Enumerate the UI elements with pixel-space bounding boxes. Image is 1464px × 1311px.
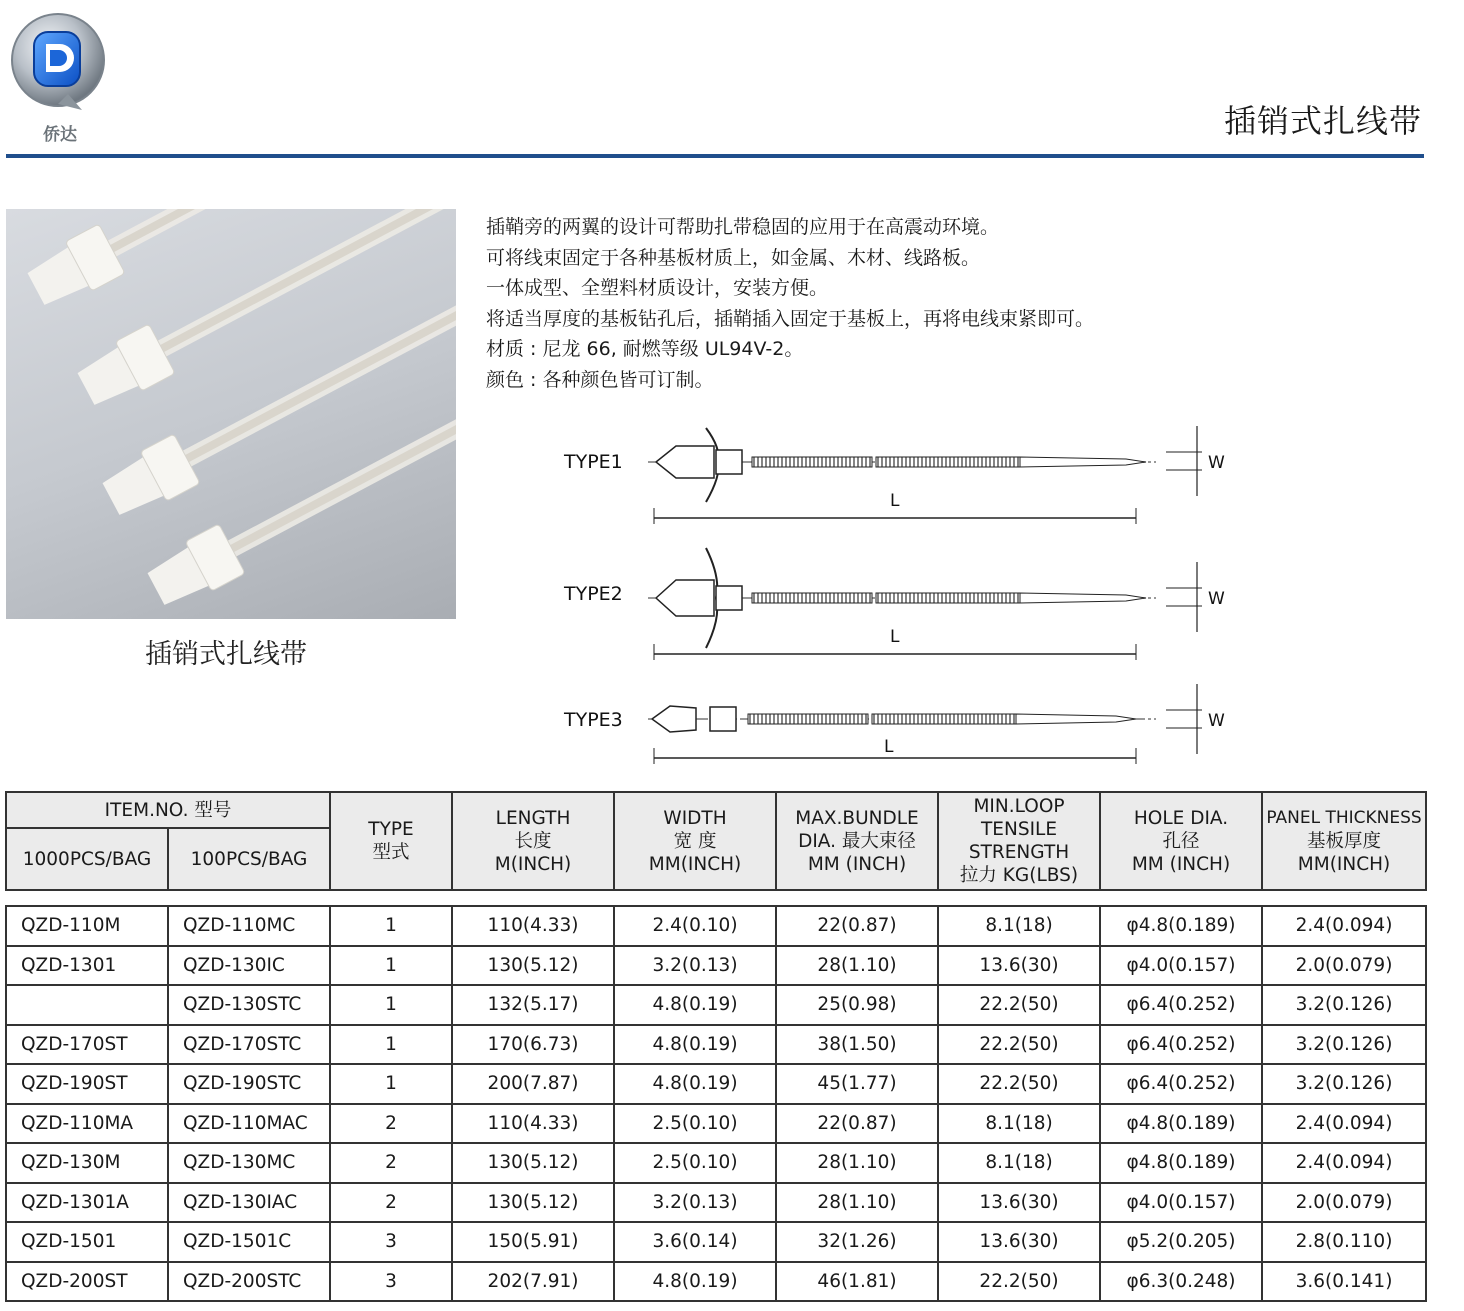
table-row bbox=[6, 1222, 1426, 1262]
table-cell: QZD-130IAC bbox=[168, 1183, 330, 1223]
header-type-en: TYPE bbox=[368, 819, 414, 840]
type2-drawing bbox=[563, 548, 1225, 660]
table-cell: φ6.3(0.248) bbox=[1100, 1262, 1262, 1302]
header-bundle bbox=[776, 792, 938, 890]
table-cell: 8.1(18) bbox=[938, 1143, 1100, 1183]
table-cell: 2.0(0.079) bbox=[1262, 946, 1426, 986]
header-line: MM (INCH) bbox=[1131, 853, 1231, 875]
table-cell: 1 bbox=[330, 946, 452, 986]
header-line: MM (INCH) bbox=[807, 853, 907, 875]
type-label: TYPE3 bbox=[564, 709, 623, 731]
table-cell: 130(5.12) bbox=[452, 946, 614, 986]
header-line: MIN.LOOP bbox=[973, 796, 1065, 817]
table-cell: 3.2(0.13) bbox=[614, 946, 776, 986]
table-cell: QZD-200STC bbox=[168, 1262, 330, 1302]
table-cell: 2.4(0.094) bbox=[1262, 1143, 1426, 1183]
table-cell: 2.4(0.094) bbox=[1262, 906, 1426, 946]
header-tensile bbox=[938, 792, 1100, 890]
header-hole bbox=[1100, 792, 1262, 890]
table-cell: 13.6(30) bbox=[938, 1222, 1100, 1262]
table-spacer bbox=[6, 890, 1426, 906]
table-cell: QZD-130MC bbox=[168, 1143, 330, 1183]
table-cell: φ4.8(0.189) bbox=[1100, 1104, 1262, 1144]
table-cell: 32(1.26) bbox=[776, 1222, 938, 1262]
header-line: MAX.BUNDLE bbox=[795, 807, 919, 829]
table-cell: 150(5.91) bbox=[452, 1222, 614, 1262]
table-cell: QZD-110MAC bbox=[168, 1104, 330, 1144]
table-cell: 22.2(50) bbox=[938, 1064, 1100, 1104]
table-row bbox=[6, 1025, 1426, 1065]
header-line: DIA. 最大束径 bbox=[798, 830, 916, 852]
product-description bbox=[486, 212, 1206, 396]
spacer-cell bbox=[6, 890, 1426, 906]
header-pack-1000: 1000PCS/BAG bbox=[6, 828, 168, 890]
header-line: PANEL THICKNESS bbox=[1266, 807, 1422, 828]
table-cell: QZD-110MC bbox=[168, 906, 330, 946]
table-cell: QZD-110MA bbox=[6, 1104, 168, 1144]
table-cell: 3.6(0.141) bbox=[1262, 1262, 1426, 1302]
table-cell: 38(1.50) bbox=[776, 1025, 938, 1065]
table-row bbox=[6, 1183, 1426, 1223]
table-cell: 3.2(0.126) bbox=[1262, 1025, 1426, 1065]
table-row bbox=[6, 985, 1426, 1025]
length-label: L bbox=[890, 627, 900, 647]
table-cell: QZD-130IC bbox=[168, 946, 330, 986]
table-cell: 2.5(0.10) bbox=[614, 1104, 776, 1144]
table-row bbox=[6, 1064, 1426, 1104]
table-cell: 8.1(18) bbox=[938, 906, 1100, 946]
table-cell: QZD-130M bbox=[6, 1143, 168, 1183]
table-cell: 13.6(30) bbox=[938, 946, 1100, 986]
table-cell: 22.2(50) bbox=[938, 1262, 1100, 1302]
description-line: 材质 : 尼龙 66, 耐燃等级 UL94V-2。 bbox=[486, 338, 804, 361]
header-line: M(INCH) bbox=[494, 853, 572, 875]
table-cell: 45(1.77) bbox=[776, 1064, 938, 1104]
description-line: 插鞘旁的两翼的设计可帮助扎带稳固的应用于在高震动环境。 bbox=[486, 216, 1000, 238]
table-cell: φ4.8(0.189) bbox=[1100, 1143, 1262, 1183]
description-line: 将适当厚度的基板钻孔后，插鞘插入固定于基板上，再将电线束紧即可。 bbox=[486, 307, 1095, 330]
table-cell: 22.2(50) bbox=[938, 985, 1100, 1025]
table-cell: QZD-130STC bbox=[168, 985, 330, 1025]
page-title: 插销式扎线带 bbox=[1223, 102, 1422, 140]
table-cell: QZD-190STC bbox=[168, 1064, 330, 1104]
logo-text: 侨达 bbox=[43, 125, 77, 145]
table-cell: φ4.0(0.157) bbox=[1100, 1183, 1262, 1223]
table-cell: 4.8(0.19) bbox=[614, 1064, 776, 1104]
type-diagram bbox=[556, 408, 1246, 780]
type-label: TYPE2 bbox=[564, 583, 623, 605]
table-cell: QZD-200ST bbox=[6, 1262, 168, 1302]
table-row bbox=[6, 1104, 1426, 1144]
description-line: 颜色 : 各种颜色皆可订制。 bbox=[486, 368, 714, 391]
table-cell: 3.2(0.13) bbox=[614, 1183, 776, 1223]
cable-tie-photo-illustration bbox=[6, 209, 456, 619]
table-cell: 200(7.87) bbox=[452, 1064, 614, 1104]
table-row bbox=[6, 1262, 1426, 1302]
header-divider bbox=[6, 154, 1424, 158]
table-cell: 1 bbox=[330, 906, 452, 946]
table-cell: 46(1.81) bbox=[776, 1262, 938, 1302]
table-cell: 2.5(0.10) bbox=[614, 1143, 776, 1183]
header-line: WIDTH bbox=[663, 807, 727, 829]
description-line: 可将线束固定于各种基板材质上，如金属、木材、线路板。 bbox=[486, 246, 981, 269]
table-cell: QZD-170ST bbox=[6, 1025, 168, 1065]
table-cell: φ6.4(0.252) bbox=[1100, 985, 1262, 1025]
table-cell: QZD-190ST bbox=[6, 1064, 168, 1104]
table-cell: 3 bbox=[330, 1222, 452, 1262]
table-cell bbox=[6, 985, 168, 1025]
table-cell: 22(0.87) bbox=[776, 906, 938, 946]
table-cell: 3.6(0.14) bbox=[614, 1222, 776, 1262]
table-cell: 110(4.33) bbox=[452, 906, 614, 946]
table-row bbox=[6, 946, 1426, 986]
table-cell: 2.8(0.110) bbox=[1262, 1222, 1426, 1262]
header-type-cn: 型式 bbox=[372, 842, 410, 863]
table-cell: 4.8(0.19) bbox=[614, 1025, 776, 1065]
table-row bbox=[6, 906, 1426, 946]
type1-drawing bbox=[563, 426, 1225, 524]
table-cell: QZD-110M bbox=[6, 906, 168, 946]
header-line: STRENGTH bbox=[968, 842, 1070, 863]
table-cell: 3 bbox=[330, 1262, 452, 1302]
header-line: 基板厚度 bbox=[1307, 830, 1382, 852]
table-cell: φ4.8(0.189) bbox=[1100, 906, 1262, 946]
width-label: W bbox=[1208, 453, 1225, 473]
photo-caption: 插销式扎线带 bbox=[145, 639, 307, 670]
table-row bbox=[6, 1143, 1426, 1183]
table-cell: φ6.4(0.252) bbox=[1100, 1025, 1262, 1065]
table-cell: φ6.4(0.252) bbox=[1100, 1064, 1262, 1104]
table-cell: 202(7.91) bbox=[452, 1262, 614, 1302]
table-cell: 130(5.12) bbox=[452, 1183, 614, 1223]
table-cell: 2 bbox=[330, 1183, 452, 1223]
length-label: L bbox=[890, 491, 900, 511]
header-panel bbox=[1262, 792, 1426, 890]
width-label: W bbox=[1208, 589, 1225, 609]
header-line: LENGTH bbox=[495, 807, 571, 829]
table-cell: 4.8(0.19) bbox=[614, 985, 776, 1025]
table-cell: 4.8(0.19) bbox=[614, 1262, 776, 1302]
table-cell: 3.2(0.126) bbox=[1262, 985, 1426, 1025]
table-cell: 22(0.87) bbox=[776, 1104, 938, 1144]
header-type bbox=[330, 792, 452, 890]
table-cell: φ4.0(0.157) bbox=[1100, 946, 1262, 986]
table-cell: 2.4(0.10) bbox=[614, 906, 776, 946]
table-cell: 2.4(0.094) bbox=[1262, 1104, 1426, 1144]
header-line: 宽 度 bbox=[673, 830, 717, 852]
table-cell: 2 bbox=[330, 1143, 452, 1183]
table-cell: QZD-170STC bbox=[168, 1025, 330, 1065]
table-cell: QZD-1301 bbox=[6, 946, 168, 986]
type-label: TYPE1 bbox=[564, 451, 623, 473]
header-line: HOLE DIA. bbox=[1133, 807, 1229, 829]
header-item-no: ITEM.NO. 型号 bbox=[6, 792, 330, 828]
header-line: 拉力 KG(LBS) bbox=[959, 865, 1079, 886]
table-cell: 8.1(18) bbox=[938, 1104, 1100, 1144]
table-cell: 2 bbox=[330, 1104, 452, 1144]
table-cell: QZD-1301A bbox=[6, 1183, 168, 1223]
table-cell: φ5.2(0.205) bbox=[1100, 1222, 1262, 1262]
company-logo bbox=[10, 8, 110, 148]
table-cell: 25(0.98) bbox=[776, 985, 938, 1025]
table-cell: 110(4.33) bbox=[452, 1104, 614, 1144]
header-line: 长度 bbox=[514, 830, 552, 852]
table-cell: 2.0(0.079) bbox=[1262, 1183, 1426, 1223]
table-cell: 28(1.10) bbox=[776, 1183, 938, 1223]
table-cell: QZD-1501 bbox=[6, 1222, 168, 1262]
table-cell: 132(5.17) bbox=[452, 985, 614, 1025]
header-line: 孔径 bbox=[1162, 830, 1200, 852]
width-label: W bbox=[1208, 711, 1225, 731]
header-line: MM(INCH) bbox=[648, 853, 742, 875]
product-photo bbox=[6, 209, 456, 619]
header-line: MM(INCH) bbox=[1297, 853, 1391, 875]
spec-table bbox=[5, 791, 1427, 1302]
table-cell: 22.2(50) bbox=[938, 1025, 1100, 1065]
header-width bbox=[614, 792, 776, 890]
table-cell: 3.2(0.126) bbox=[1262, 1064, 1426, 1104]
table-cell: 28(1.10) bbox=[776, 946, 938, 986]
table-cell: 28(1.10) bbox=[776, 1143, 938, 1183]
description-line: 一体成型、全塑料材质设计，安装方便。 bbox=[486, 277, 829, 300]
header-pack-100: 100PCS/BAG bbox=[168, 828, 330, 890]
table-cell: 130(5.12) bbox=[452, 1143, 614, 1183]
table-cell: 1 bbox=[330, 1064, 452, 1104]
table-cell: 13.6(30) bbox=[938, 1183, 1100, 1223]
table-cell: QZD-1501C bbox=[168, 1222, 330, 1262]
header-line: TENSILE bbox=[981, 819, 1058, 840]
length-label: L bbox=[884, 737, 894, 757]
table-cell: 1 bbox=[330, 985, 452, 1025]
table-cell: 170(6.73) bbox=[452, 1025, 614, 1065]
table-cell: 1 bbox=[330, 1025, 452, 1065]
header-length bbox=[452, 792, 614, 890]
type3-drawing bbox=[563, 684, 1225, 764]
